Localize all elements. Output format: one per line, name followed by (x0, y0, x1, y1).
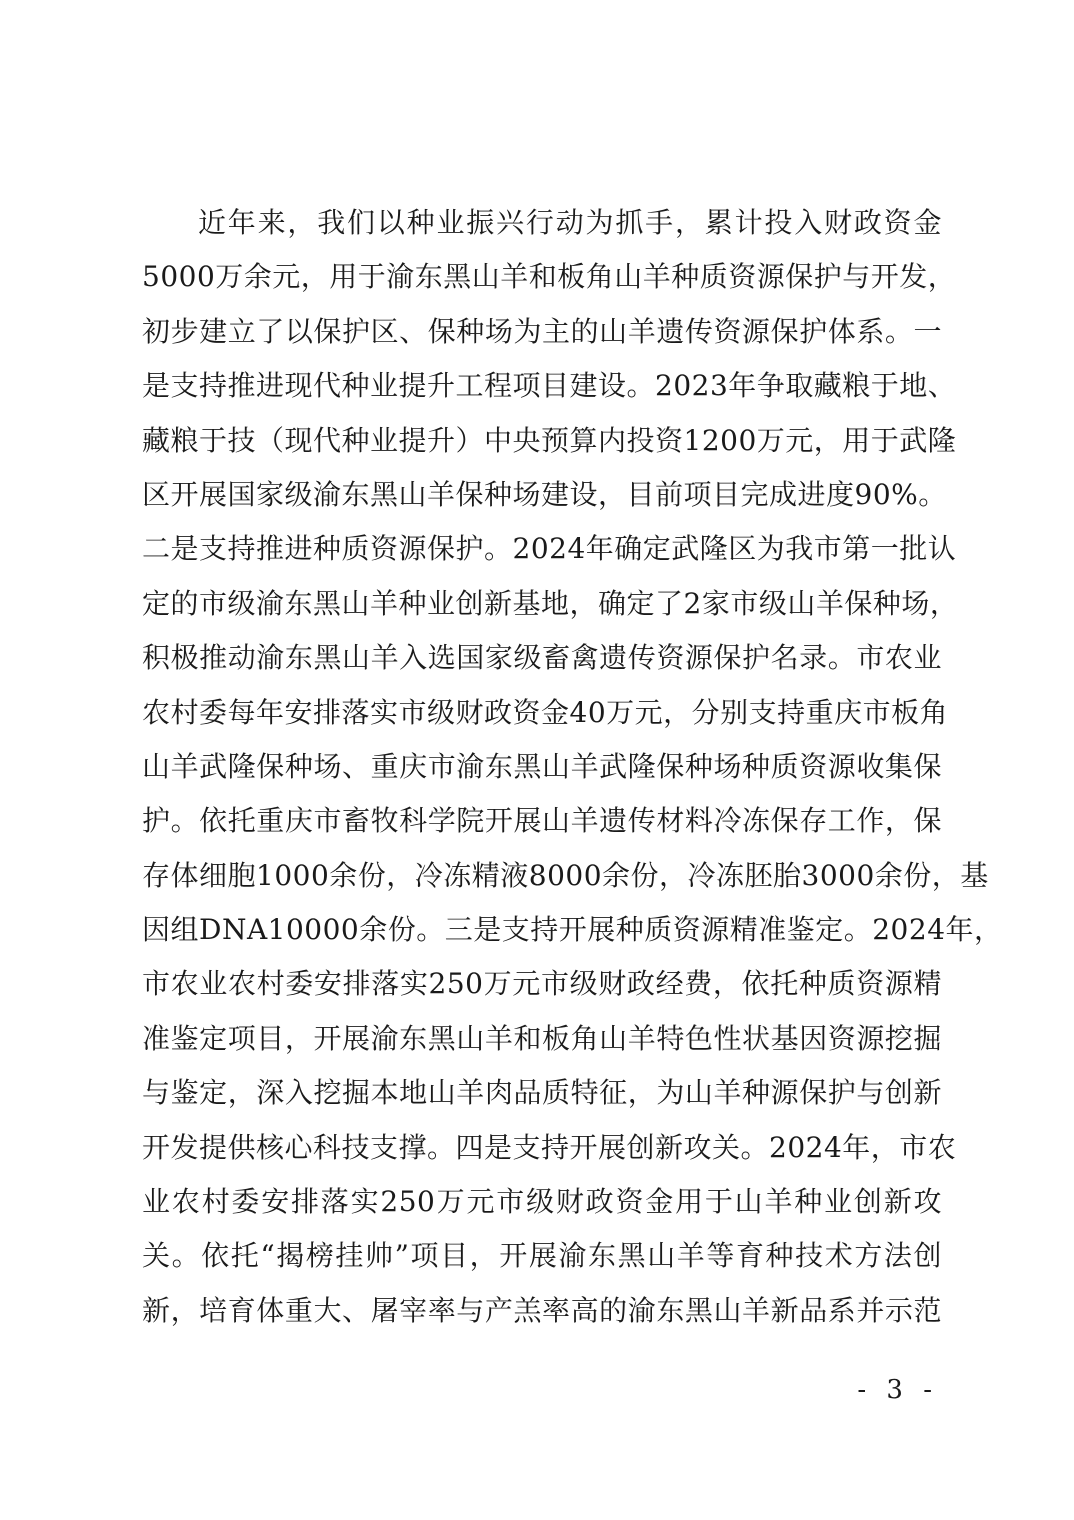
paragraph-line: 山羊武隆保种场、重庆市渝东黑山羊武隆保种场种质资源收集保 (142, 749, 942, 783)
page-number: - 3 - (857, 1375, 938, 1405)
paragraph-line: 与鉴定，深入挖掘本地山羊肉品质特征，为山羊种源保护与创新 (142, 1076, 942, 1110)
paragraph-line: 农村委每年安排落实市级财政资金40万元，分别支持重庆市板角 (142, 695, 949, 729)
paragraph-line: 业农村委安排落实250万元市级财政资金用于山羊种业创新攻 (142, 1185, 942, 1219)
paragraph-line: 新，培育体重大、屠宰率与产羔率高的渝东黑山羊新品系并示范 (142, 1293, 942, 1327)
paragraph-line: 藏粮于技（现代种业提升）中央预算内投资1200万元，用于武隆 (142, 423, 957, 457)
paragraph-line: 近年来，我们以种业振兴行动为抓手，累计投入财政资金 (198, 206, 942, 239)
paragraph-line: 存体细胞1000余份，冷冻精液8000余份，冷冻胚胎3000余份，基 (142, 858, 989, 892)
paragraph-line: 5000万余元，用于渝东黑山羊和板角山羊种质资源保护与开发， (142, 260, 957, 294)
paragraph-line: 关。依托“揭榜挂帅”项目，开展渝东黑山羊等育种技术方法创 (142, 1239, 942, 1273)
body-paragraph (142, 196, 1003, 1338)
paragraph-line: 市农业农村委安排落实250万元市级财政经费，依托种质资源精 (142, 967, 942, 1001)
paragraph-line: 二是支持推进种质资源保护。2024年确定武隆区为我市第一批认 (142, 532, 957, 566)
paragraph-line: 区开展国家级渝东黑山羊保种场建设，目前项目完成进度90%。 (142, 477, 947, 511)
paragraph-line: 开发提供核心科技支撑。四是支持开展创新攻关。2024年，市农 (142, 1130, 957, 1164)
paragraph-line: 积极推动渝东黑山羊入选国家级畜禽遗传资源保护名录。市农业 (142, 641, 942, 675)
paragraph-line: 准鉴定项目，开展渝东黑山羊和板角山羊特色性状基因资源挖掘 (142, 1021, 942, 1055)
paragraph-line: 初步建立了以保护区、保种场为主的山羊遗传资源保护体系。一 (142, 314, 942, 348)
paragraph-line: 定的市级渝东黑山羊种业创新基地，确定了2家市级山羊保种场， (142, 586, 959, 620)
paragraph-line: 因组DNA10000余份。三是支持开展种质资源精准鉴定。2024年， (142, 913, 1003, 947)
paragraph-line: 护。依托重庆市畜牧科学院开展山羊遗传材料冷冻保存工作，保 (142, 804, 942, 838)
paragraph-line: 是支持推进现代种业提升工程项目建设。2023年争取藏粮于地、 (142, 369, 957, 403)
